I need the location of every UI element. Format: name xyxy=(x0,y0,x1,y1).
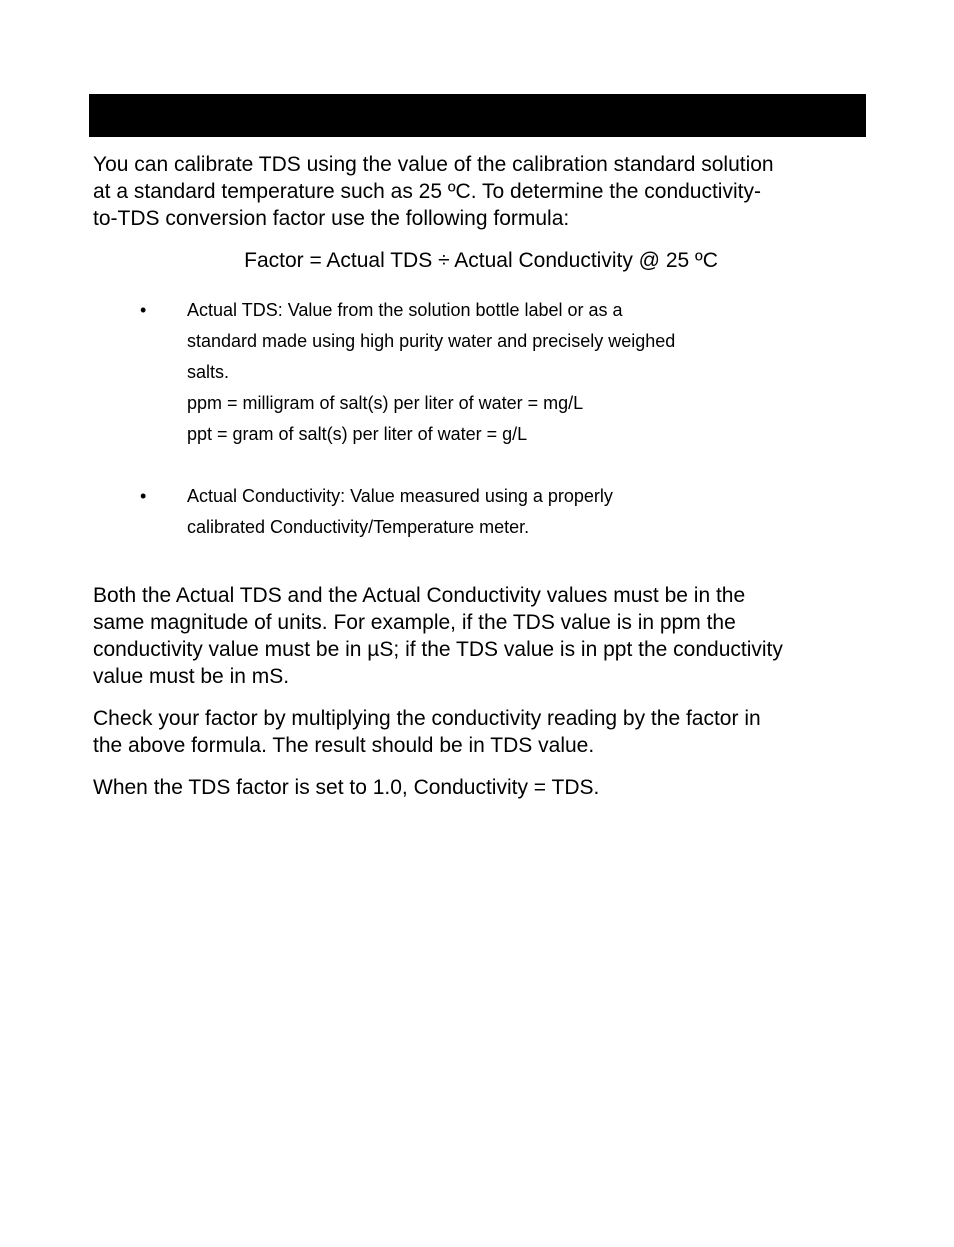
paragraph-line: same magnitude of units. For example, if the TDS value is in ppm the xyxy=(93,611,736,634)
bullet-line: salts. xyxy=(187,362,230,382)
bullet-line: Actual Conductivity: Value measured using a properly xyxy=(187,486,613,506)
intro-paragraph xyxy=(93,151,868,232)
section-header-bar xyxy=(89,94,866,137)
paragraph-line: the above formula. The result should be in TDS value. xyxy=(93,734,595,757)
check-factor-paragraph xyxy=(93,705,868,759)
tds-factor-formula: Factor = Actual TDS ÷ Actual Conductivity @ 25 ºC xyxy=(244,249,718,272)
bullet-actual-conductivity xyxy=(187,481,787,543)
intro-line: to-TDS conversion factor use the following formula: xyxy=(93,207,570,230)
paragraph-line: When the TDS factor is set to 1.0, Conductivity = TDS. xyxy=(93,776,600,799)
units-paragraph xyxy=(93,582,868,690)
factor-one-paragraph xyxy=(93,774,868,801)
paragraph-line: value must be in mS. xyxy=(93,665,290,688)
paragraph-line: Check your factor by multiplying the conductivity reading by the factor in xyxy=(93,707,761,730)
bullet-marker: • xyxy=(140,486,147,506)
bullet-line: ppt = gram of salt(s) per liter of water = g/L xyxy=(187,424,528,444)
paragraph-line: Both the Actual TDS and the Actual Conductivity values must be in the xyxy=(93,584,746,607)
bullet-line: standard made using high purity water and precisely weighed xyxy=(187,331,676,351)
bullet-line: calibrated Conductivity/Temperature meter. xyxy=(187,517,530,537)
bullet-actual-tds xyxy=(187,295,787,450)
bullet-marker: • xyxy=(140,300,147,320)
bullet-line: Actual TDS: Value from the solution bottle label or as a xyxy=(187,300,623,320)
paragraph-line: conductivity value must be in µS; if the TDS value is in ppt the conductivity xyxy=(93,638,783,661)
intro-line: at a standard temperature such as 25 ºC. To determine the conductivity- xyxy=(93,180,761,203)
bullet-line: ppm = milligram of salt(s) per liter of water = mg/L xyxy=(187,393,584,413)
intro-line: You can calibrate TDS using the value of the calibration standard solution xyxy=(93,153,774,176)
